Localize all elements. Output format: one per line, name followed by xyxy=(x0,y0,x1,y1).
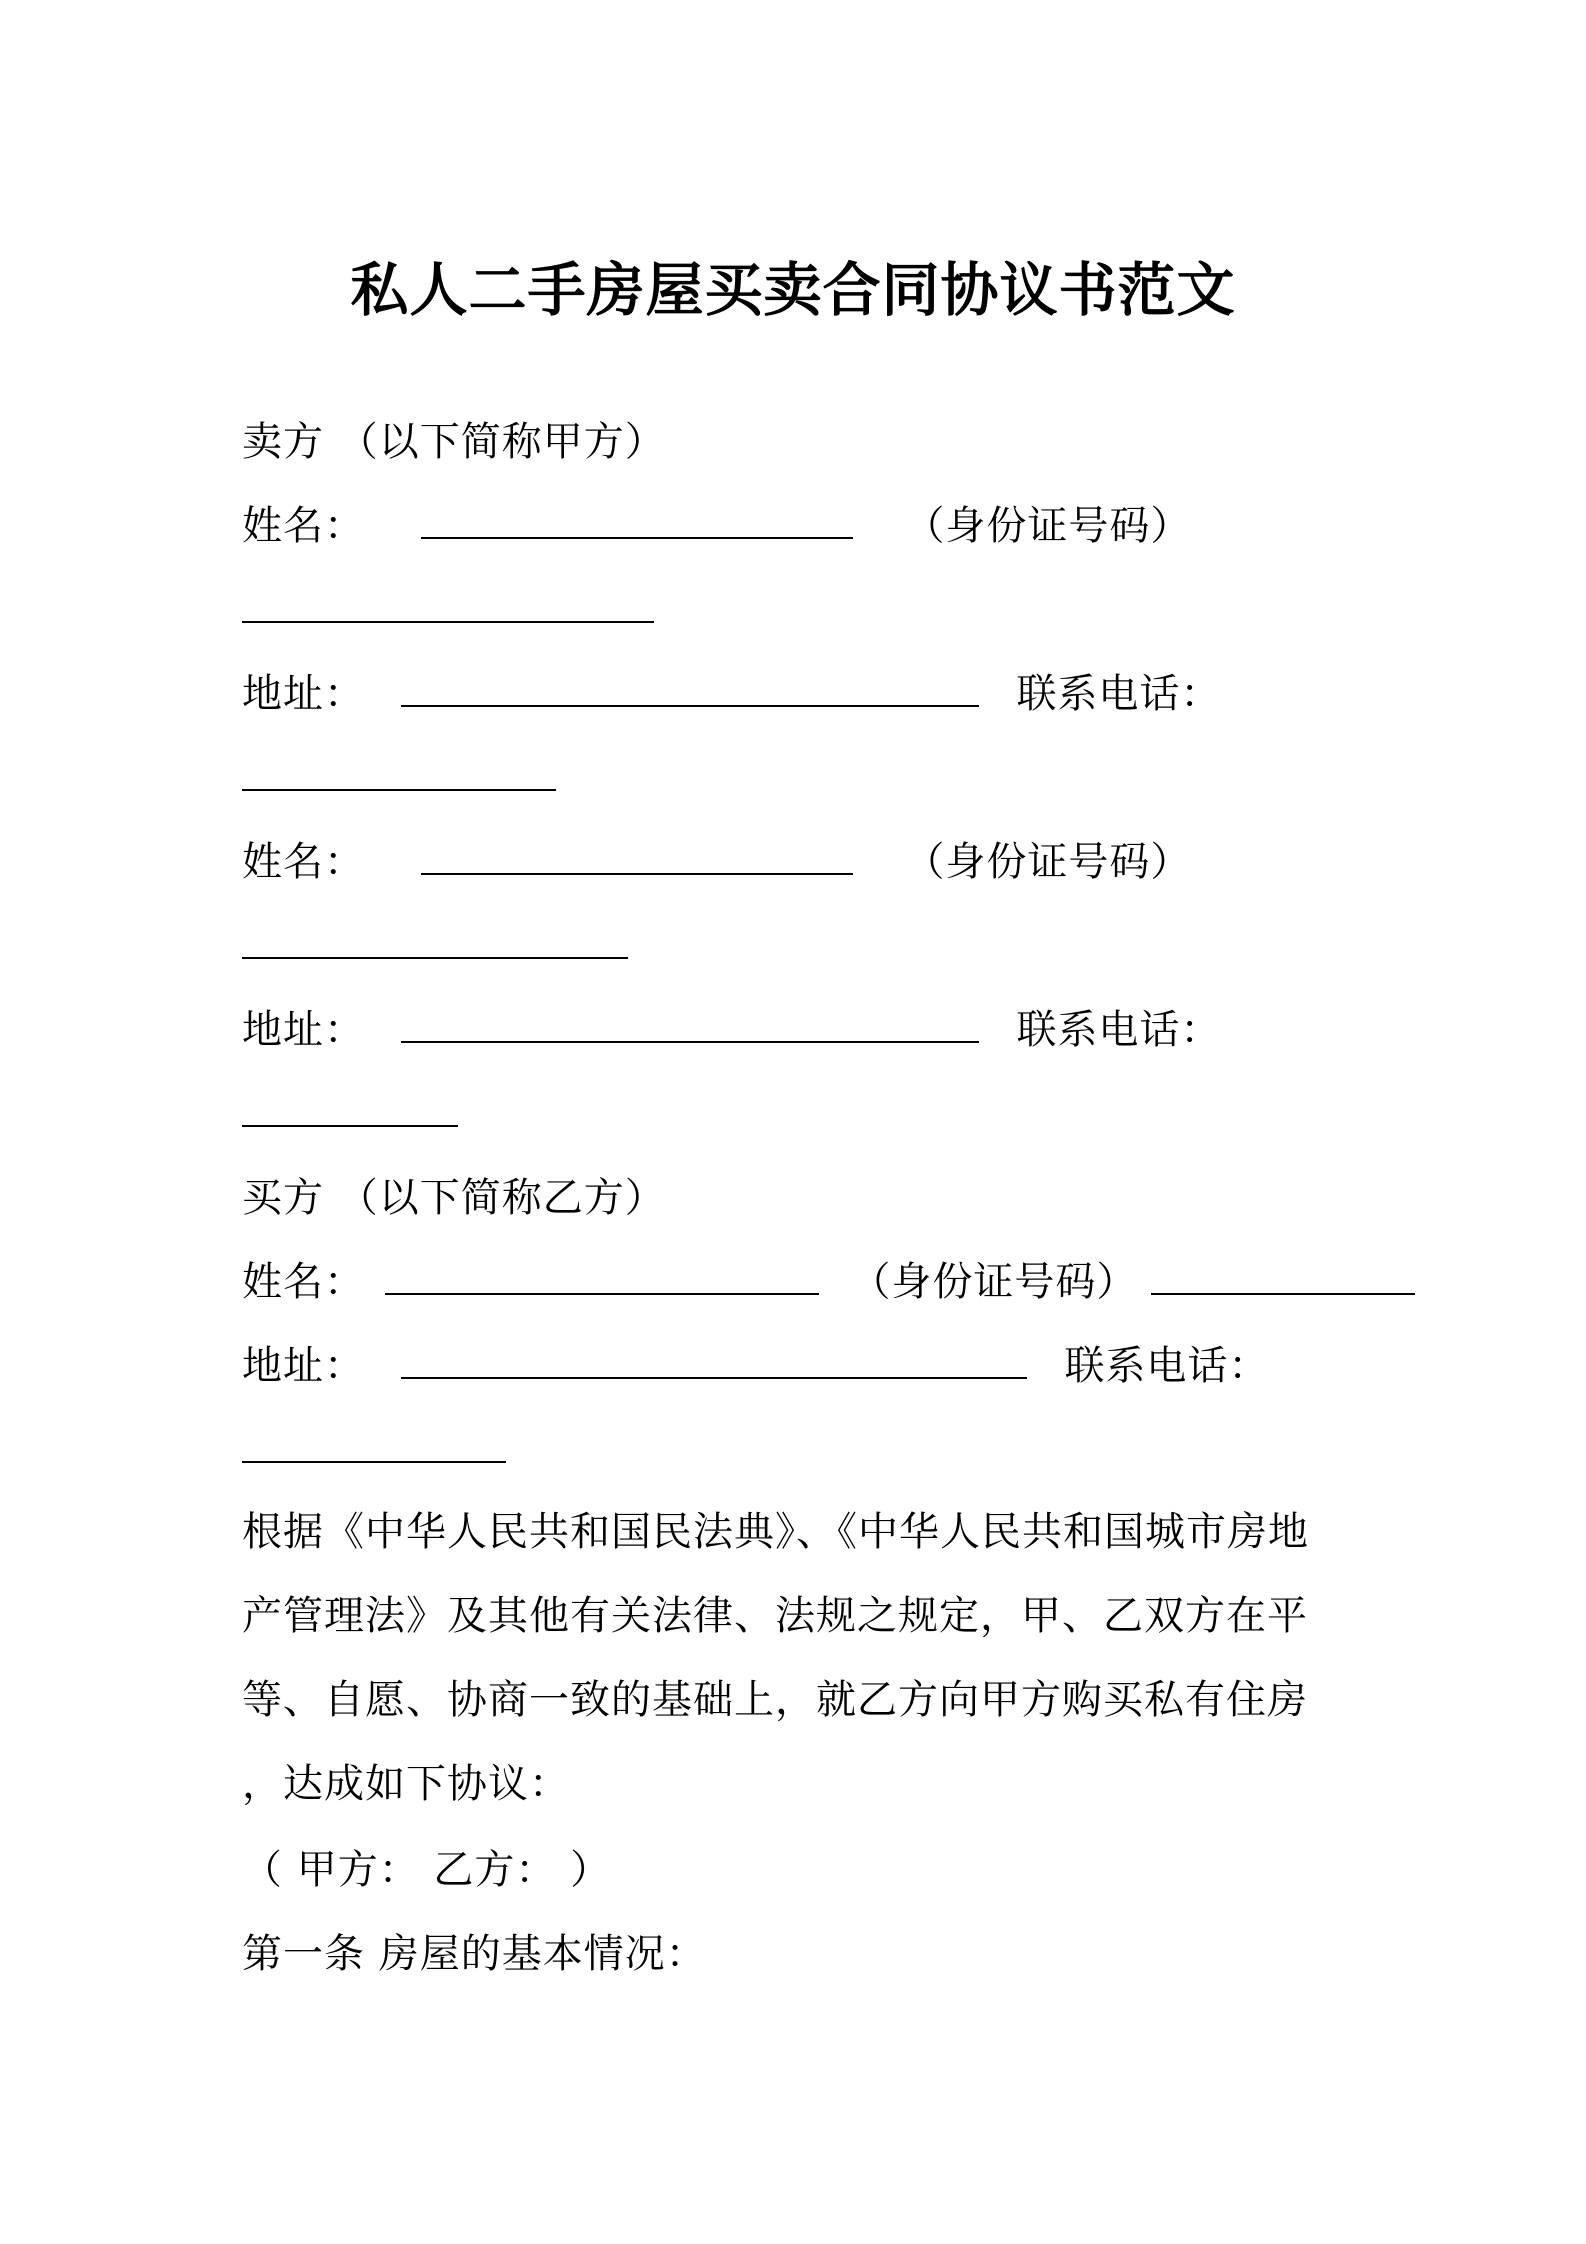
article-1-heading: 第一条 房屋的基本情况： xyxy=(242,1931,707,1977)
buyer-phone-row xyxy=(242,1420,506,1480)
seller1-phone-row xyxy=(242,748,556,808)
seller1-address-row xyxy=(242,664,1221,724)
preamble-line: 根据《中华人民共和国民法典》、《中华人民共和国城市房地 xyxy=(242,1509,1309,1555)
seller2-address-row xyxy=(242,1000,1221,1060)
parties-line: （ 甲方： 乙方： ） xyxy=(242,1847,612,1893)
id-blank[interactable] xyxy=(1151,1253,1415,1295)
buyer-address-row xyxy=(242,1336,1269,1396)
name-blank[interactable] xyxy=(385,1253,819,1295)
id-label: （身份证号码） xyxy=(904,503,1192,549)
document-title: 私人二手房屋买卖合同协议书范文 xyxy=(350,256,1236,324)
name-blank[interactable] xyxy=(421,833,853,875)
name-blank[interactable] xyxy=(421,497,853,539)
name-label: 姓名： xyxy=(242,1259,365,1305)
id-blank[interactable] xyxy=(242,581,654,623)
name-label: 姓名： xyxy=(242,839,365,885)
id-label: （身份证号码） xyxy=(904,839,1192,885)
address-blank[interactable] xyxy=(401,665,979,707)
phone-blank[interactable] xyxy=(242,1421,506,1463)
phone-label: 联系电话： xyxy=(1016,1007,1222,1053)
preamble-paragraph xyxy=(242,1490,1362,1826)
name-label: 姓名： xyxy=(242,503,365,549)
buyer-heading: 买方 （以下简称乙方） xyxy=(242,1175,666,1221)
seller-heading: 卖方 （以下简称甲方） xyxy=(242,419,666,465)
seller2-phone-row xyxy=(242,1084,458,1144)
id-label: （身份证号码） xyxy=(850,1259,1138,1305)
address-blank[interactable] xyxy=(401,1337,1027,1379)
address-label: 地址： xyxy=(242,1007,365,1053)
phone-label: 联系电话： xyxy=(1064,1343,1270,1389)
address-label: 地址： xyxy=(242,671,365,717)
seller1-id-row xyxy=(242,580,654,640)
phone-blank[interactable] xyxy=(242,749,556,791)
buyer-name-row xyxy=(242,1252,1415,1312)
id-blank[interactable] xyxy=(242,917,628,959)
preamble-line: ，达成如下协议： xyxy=(242,1761,570,1807)
seller2-name-row xyxy=(242,832,1191,892)
preamble-line: 等、自愿、协商一致的基础上，就乙方向甲方购买私有住房 xyxy=(242,1677,1308,1723)
address-blank[interactable] xyxy=(401,1001,979,1043)
phone-blank[interactable] xyxy=(242,1085,458,1127)
seller2-id-row xyxy=(242,916,628,976)
seller1-name-row xyxy=(242,496,1191,556)
address-label: 地址： xyxy=(242,1343,365,1389)
phone-label: 联系电话： xyxy=(1016,671,1222,717)
preamble-line: 产管理法》及其他有关法律、法规之规定，甲、乙双方在平 xyxy=(242,1593,1308,1639)
